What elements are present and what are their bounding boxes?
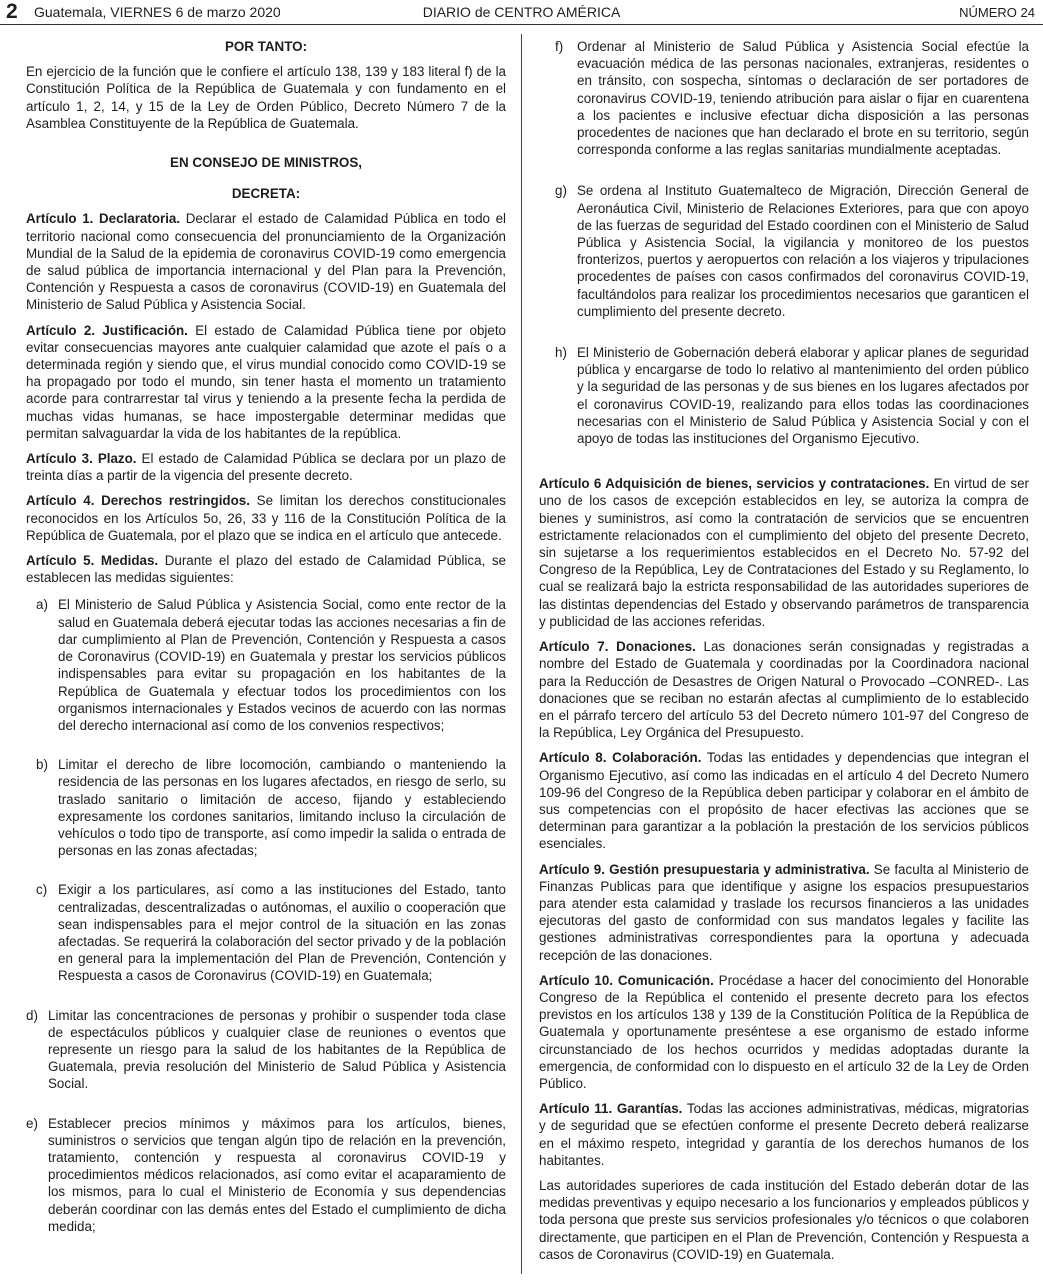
measure-letter: e) [26,1115,38,1131]
article-10 [539,972,1029,1092]
article-9-heading: Artículo 9. Gestión presupuestaria y administrativa. [539,861,870,877]
measure-item-d [26,1007,506,1093]
por-tanto-heading: POR TANTO: [224,39,308,54]
article-9 [539,861,1029,964]
article-10-heading: Artículo 10. Comunicación. [539,972,714,988]
article-11-heading: Artículo 11. Garantías. [539,1101,683,1117]
article-6-text: En virtud de ser uno de los casos de excepción establecidos en ley, se autoriza la compra de bienes y suministros, así como la contratación de servicios que se encuentren estrictamente relacionados con el cumplimiento del objeto del presente Decreto, sin sujetarse a los requerimientos establecidos en el Decreto No. 57-92 del Congreso de la República, Ley de Contrataciones del Estado y su Reglamento, lo cual se realizará bajo la estricta responsabilidad de las autoridades superiores de las distintas dependencias del Estado y observando parámetros de transparencia y publicidad de las acciones referidas. [539,476,1029,629]
right-column [539,38,1029,1263]
measure-text: Limitar el derecho de libre locomoción, cambiando o manteniendo la residencia de las personas en los lugares afectados, en riesgo de serlo, su traslado sanitario o limitación de acceso, fijando y estableciendo expresamente los cordones sanitarios, limitando incluso la circulación de vehículos o todo tipo de transporte, así como impedir la salida o entrada de personas en las zonas afectadas; [58,757,506,859]
article-4-text: Se limitan los derechos constitucionales reconocidos en los Artículos 5o, 26, 33 y 116 de la Constitución Política de la República de Guatemala, por el plazo que se indica en el artículo que antecede. [26,493,506,543]
article-5-text: Durante el plazo del estado de Calamidad Pública, se establecen las medidas siguientes: [26,553,506,586]
newspaper-name: DIARIO de CENTRO AMÉRICA [422,4,621,20]
article-11 [539,1100,1029,1169]
article-6-heading: Artículo 6 Adquisición de bienes, servicios y contrataciones. [539,476,930,492]
article-2-heading: Artículo 2. Justificación. [26,322,188,338]
measure-item-e [26,1115,506,1235]
measure-letter: a) [36,597,48,613]
column-divider [521,34,522,1274]
measure-item-b [36,756,506,859]
measure-text: Exigir a los particulares, así como a las instituciones del Estado, tanto centralizadas, descentralizadas o autónomas, el auxilio o cooperación que sean indispensables para el mejor control de la situación en las zonas afectadas. Se requerirá la colaboración del sector privado y de la población en general para la implementación del Plan de Prevención, Contención y Respuesta a casos de Coronavirus (COVID-19) en Guatemala; [58,882,506,984]
measure-letter: b) [36,757,48,773]
article-1 [26,210,506,313]
article-2 [26,322,506,442]
page-number: 2 [6,0,18,23]
measure-text: Se ordena al Instituto Guatemalteco de Migración, Dirección General de Aeronáutica Civil, Ministerio de Relaciones Exteriores, para que con apoyo de las fuerzas de seguridad del Estado coordinen con el Ministerio de Salud Pública y Asistencia Social, la vigilancia y monitoreo de los puestos fronterizos, puertos y aeropuertos con relación a los viajeros y tripulaciones procedentes de países con casos confirmados del coronavirus COVID-19, facultándolos para realizar los procedimientos necesarios que garanticen el cumplimiento del presente decreto. [577,183,1029,319]
left-column [26,38,506,1235]
article-1-heading: Artículo 1. Declaratoria. [26,211,181,227]
measure-item-f [555,38,1029,158]
article-5 [26,552,506,586]
measure-letter: h) [555,345,567,361]
article-2-text: El estado de Calamidad Pública tiene por objeto evitar consecuencias mayores ante cualquier calamidad que azote el país o a determinada región y siendo que, el virus mundial conocido como COVID-19 se ha propagado por todo el mundo, sin tener hasta el momento un tratamiento acorde para contrarrestar tal virus y teniendo a la presente fecha la perdida de muchas vidas humanas, se hace impostergable determinar medidas que permitan salvaguardar la vida de los habitantes de la república. [26,322,506,441]
measure-text: Ordenar al Ministerio de Salud Pública y Asistencia Social efectúe la evacuación médica de las personas nacionales, extranjeras, residentes o en tránsito, con sospecha, síntomas o declaración de ser portadores de coronavirus COVID-19, teniendo atribución para aislar o fijar en cuarentena a los pacientes e inclusive efectuar dicha disposición a las personas procedentes de naciones que han declarado el brote en su territorio, según corresponda conforme a las reglas sanitarias mundialmente aceptadas. [577,39,1029,158]
measure-item-g [555,182,1029,320]
article-10-text: Procédase a hacer del conocimiento del Honorable Congreso de la República el contenido el presente decreto para los efectos previstos en los artículos 138 y 139 de la Constitución Política de la República de Guatemala y oportunamente preséntese a ese organismo de estado informe circunstanciado de los hechos ocurridos y medidas adoptadas durante la emergencia, de conformidad con lo dispuesto en el artículo 32 de la Ley de Orden Público. [539,972,1029,1091]
header-date: Guatemala, VIERNES 6 de marzo 2020 [34,4,281,20]
final-paragraph: Las autoridades superiores de cada institución del Estado deberán dotar de las medidas preventivas y equipo necesario a los funcionarios y empleados públicos y toda persona que preste sus servicios profesionales y/o técnicos o que colaboren directamente, que participen en el Plan de Prevención, Contención y Respuesta a casos de Coronavirus (COVID-19) en Guatemala. [539,1177,1029,1262]
article-8-heading: Artículo 8. Colaboración. [539,750,702,766]
page-header [0,0,1043,25]
article-3-text: El estado de Calamidad Pública se declara por un plazo de treinta días a partir de la vigencia del presente decreto. [26,451,506,484]
measure-text: Establecer precios mínimos y máximos para los artículos, bienes, suministros o servicios que tengan algún tipo de relación en la prevención, tratamiento, contención y respuesta al coronavirus COVID-19 y procedimientos médicos relacionados, así como evitar el acaparamiento de los mismos, para lo cual el Ministerio de Economía y sus dependencias deberán coordinar con las demás entes del Estado el cumplimiento de dicha medida; [48,1115,506,1234]
measure-letter: f) [555,39,564,54]
decreta-heading: DECRETA: [231,186,301,202]
article-8 [539,749,1029,852]
measure-letter: g) [555,183,567,199]
measure-text: Limitar las concentraciones de personas y prohibir o suspender toda clase de espectáculos públicos y cualquier clase de reuniones o eventos que represente un riesgo para la salud de los habitantes de la República de Guatemala, previa resolución del Ministerio de Salud Pública y Asistencia Social. [48,1007,506,1092]
issue-number: NÚMERO 24 [959,5,1035,20]
measure-item-c [36,881,506,984]
article-7 [539,638,1029,741]
intro-paragraph: En ejercicio de la función que le confiere el artículo 138, 139 y 183 literal f) de la Constitución Política de la República de Guatemala y con fundamento en el artículo 1, 2, 14, y 15 de la Ley de Orden Público, Decreto Número 7 de la Asamblea Constituyente de la República de Guatemala. [26,64,506,131]
measure-letter: d) [26,1007,38,1023]
measure-text: El Ministerio de Gobernación deberá elaborar y aplicar planes de seguridad pública y encargarse de todo lo relativo al mantenimiento del orden público y la seguridad de las personas y de sus bienes en los lugares afectados por el coronavirus COVID-19, realizando para ellos todas las coordinaciones necesarias con el Ministerio de Salud Pública y Asistencia Social y con el apoyo de todas las instituciones del Organismo Ejecutivo. [577,345,1029,447]
article-3-heading: Artículo 3. Plazo. [26,451,137,467]
measure-letter: c) [36,882,48,898]
article-5-heading: Artículo 5. Medidas. [26,553,159,569]
consejo-heading: EN CONSEJO DE MINISTROS, [170,155,362,171]
measure-item-a [36,596,506,734]
article-7-text: Las donaciones serán consignadas y registradas a nombre del Estado de Guatemala y coordinadas por la Coordinadora nacional para la Reducción de Desastres de Origen Natural o Provocado –CONRED-. Las donaciones que se reciban no estarán afectas al cumplimiento de lo establecido en el párrafo tercero del artículo 53 del Decreto número 101-97 del Congreso de la República, Ley Orgánica del Presupuesto. [539,639,1029,741]
article-9-text: Se faculta al Ministerio de Finanzas Publicas para que identifique y asigne los espacios presupuestarios para atender esta calamidad y traslade los recursos financieros a las unidades ejecutoras del gasto de conformidad con sus mandatos legales y facilite las gestiones administrativas correspondientes para la oportuna y adecuada recepción de las donaciones. [539,861,1029,963]
article-3 [26,450,506,484]
article-8-text: Todas las entidades y dependencias que integran el Organismo Ejecutivo, así como las indicadas en el artículo 4 del Decreto Numero 109-96 del Congreso de la República deben participar y colaborar en el ámbito de sus competencias con el propósito de hacer efectivas las acciones que se determinan para garantizar a la población la prestación de los servicios públicos esenciales. [539,750,1029,852]
measure-text: El Ministerio de Salud Pública y Asistencia Social, como ente rector de la salud en Guatemala deberá ejecutar todas las acciones necesarias a fin de dar cumplimiento al Plan de Prevención, Contención y Respuesta a casos de Coronavirus (COVID-19) en Guatemala y prestar los servicios públicos indispensables para evitar su propagación en los habitantes de la República de Guatemala y efectuar todos los procedimientos con los organismos internacionales y Estados vecinos de acuerdo con las normas del derecho internacional así como de los convenios respectivos; [58,597,506,733]
article-11-text: Todas las acciones administrativas, médicas, migratorias y de seguridad que se efectúen conforme el presente Decreto deberá realizarse en el máximo respeto, integridad y garantía de los derechos humanos de los habitantes. [539,1101,1030,1168]
article-7-heading: Artículo 7. Donaciones. [539,639,696,655]
measure-item-h [555,344,1029,447]
article-4-heading: Artículo 4. Derechos restringidos. [26,493,250,509]
article-4 [26,492,506,544]
article-6 [539,475,1029,630]
article-1-text: Declarar el estado de Calamidad Pública en todo el territorio nacional como consecuencia del pronunciamiento de la Organización Mundial de la Salud de la epidemia de coronavirus COVID-19 como emergencia de salud pública de importancia internacional y del Plan para la Prevención, Contención y Respuesta a casos de coronavirus (COVID-19) en Guatemala del Ministerio de Salud Pública y Asistencia Social. [26,211,506,313]
